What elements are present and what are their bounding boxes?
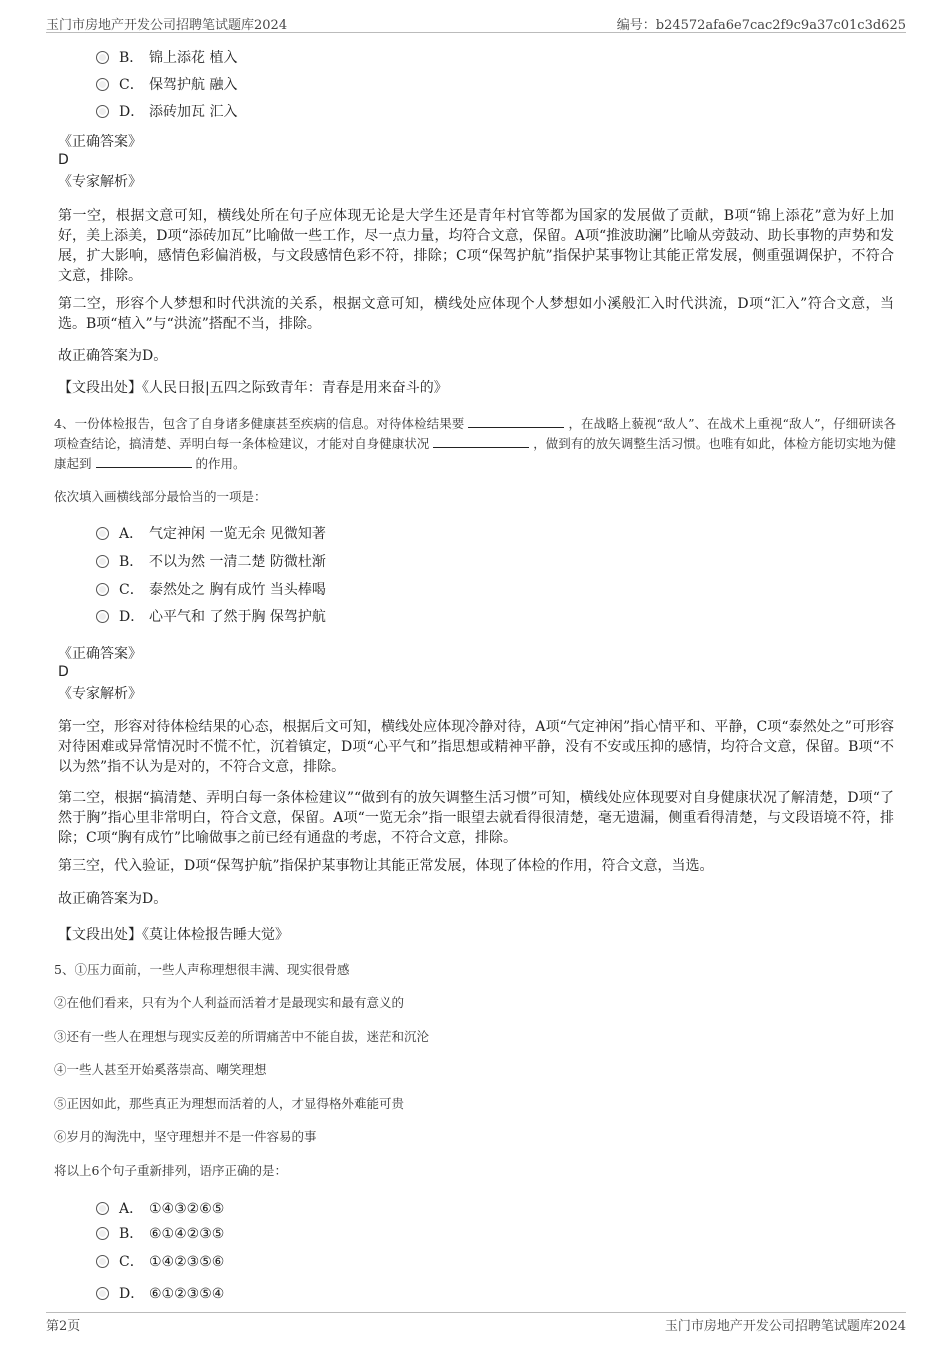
q4-source: 【文段出处】《莫让体检报告睡大觉》 bbox=[58, 927, 289, 943]
q3-analysis-p3: 故正确答案为D。 bbox=[58, 348, 168, 364]
radio-icon[interactable] bbox=[96, 51, 109, 64]
q4-analysis-p1: 第一空，形容对待体检结果的心态，根据后文可知，横线处应体现冷静对待，A项“气定神闲”指心情平和、平静，C项“泰然处之”可形容对待困难或异常情况时不慌不忙，沉着镇定，D项“心平气和”指思想或精神平静，没有不安或压抑的感情，均符合文意，保留。B项“不以为然”指不认为是对的，不符合文意，排除。 bbox=[58, 719, 894, 775]
q4-analysis-p3: 第三空，代入验证，D项“保驾护航”指保护某事物让其能正常发展，体现了体检的作用，符合文意，当选。 bbox=[58, 858, 714, 874]
q4-answer-label: 《正确答案》 bbox=[58, 646, 142, 662]
radio-icon[interactable] bbox=[96, 1287, 109, 1300]
header-title: 玉门市房地产开发公司招聘笔试题库2024 bbox=[46, 18, 288, 33]
radio-icon[interactable] bbox=[96, 555, 109, 568]
radio-icon[interactable] bbox=[96, 527, 109, 540]
blank-1 bbox=[468, 415, 564, 428]
q4-analysis-p2: 第二空，根据“搞清楚、弄明白每一条体检建议”“做到有的放矢调整生活习惯”可知，横线处应体现要对自身健康状况了解清楚，D项“了然于胸”指心里非常明白，符合文意，保留。A项“一览无余”指一眼望去就看得很清楚，毫无遗漏，侧重看得清楚，与文段语境不符，排除；C项“胸有成竹”比喻做事之前已经有通盘的考虑，不符合文意，排除。 bbox=[58, 790, 894, 846]
q5-sentence-2: ②在他们看来，只有为个人利益而活着才是最现实和最有意义的 bbox=[54, 995, 405, 1010]
q4-stem: 4、一份体检报告，包含了自身诸多健康甚至疾病的信息。对待体检结果要 ，在战略上藐视“敌人”、在战术上重视“敌人”，仔细研读各项检查结论，搞清楚、弄明白每一条体检建议，才能对自身健康状况 ，做到有的放矢调整生活习惯。也唯有如此，体检方能切实地为健康起到 的作用。 bbox=[54, 416, 896, 471]
blank-3 bbox=[96, 455, 192, 468]
footer-title: 玉门市房地产开发公司招聘笔试题库2024 bbox=[664, 1319, 906, 1334]
q3-analysis-p2: 第二空，形容个人梦想和时代洪流的关系，根据文意可知，横线处应体现个人梦想如小溪般汇入时代洪流，D项“汇入”符合文意，当选。B项“植入”与“洪流”搭配不当，排除。 bbox=[58, 296, 894, 332]
q5-option-b[interactable]: B． ⑥①④②③⑤ bbox=[96, 1224, 224, 1244]
q4-analysis-label: 《专家解析》 bbox=[58, 686, 142, 702]
q4-instruction: 依次填入画横线部分最恰当的一项是： bbox=[54, 489, 267, 504]
q3-option-c[interactable]: C． 保驾护航 融入 bbox=[96, 75, 237, 95]
blank-2 bbox=[433, 435, 529, 448]
q4-analysis-p4: 故正确答案为D。 bbox=[58, 891, 168, 907]
q5-sentence-6: ⑥岁月的淘洗中，坚守理想并不是一件容易的事 bbox=[54, 1129, 317, 1144]
header-serial: 编号：b24572afa6e7cac2f9c9a37c01c3d625 bbox=[616, 18, 906, 33]
q5-sentence-3: ③还有一些人在理想与现实反差的所谓痛苦中不能自拔，迷茫和沉沦 bbox=[54, 1029, 430, 1044]
q5-sentence-1: 5、①压力面前，一些人声称理想很丰满、现实很骨感 bbox=[54, 962, 350, 977]
q3-option-b[interactable]: B． 锦上添花 植入 bbox=[96, 48, 237, 68]
q5-sentence-5: ⑤正因如此，那些真正为理想而活着的人，才显得格外难能可贵 bbox=[54, 1096, 405, 1111]
radio-icon[interactable] bbox=[96, 583, 109, 596]
radio-icon[interactable] bbox=[96, 610, 109, 623]
radio-icon[interactable] bbox=[96, 105, 109, 118]
radio-icon[interactable] bbox=[96, 1227, 109, 1240]
q3-source: 【文段出处】《人民日报|五四之际致青年：青春是用来奋斗的》 bbox=[58, 380, 448, 396]
page-number: 第2页 bbox=[46, 1319, 81, 1334]
q4-option-d[interactable]: D． 心平气和 了然于胸 保驾护航 bbox=[96, 607, 326, 627]
q3-option-d[interactable]: D． 添砖加瓦 汇入 bbox=[96, 102, 237, 122]
q3-answer-label: 《正确答案》 bbox=[58, 134, 142, 150]
q3-analysis-p1: 第一空，根据文意可知，横线处所在句子应体现无论是大学生还是青年村官等都为国家的发展做了贡献，B项“锦上添花”意为好上加好，美上添美，D项“添砖加瓦”比喻做一些工作，尽一点力量，均符合文意，保留。A项“推波助澜”比喻从旁鼓动、助长事物的声势和发展，扩大影响，感情色彩偏消极，与文段感情色彩不符，排除；C项“保驾护航”指保护某事物让其能正常发展，侧重强调保护，不符合文意，排除。 bbox=[58, 208, 894, 284]
q4-option-a[interactable]: A． 气定神闲 一览无余 见微知著 bbox=[96, 524, 326, 544]
q4-option-c[interactable]: C． 泰然处之 胸有成竹 当头棒喝 bbox=[96, 580, 326, 600]
q5-option-c[interactable]: C． ①④②③⑤⑥ bbox=[96, 1252, 224, 1272]
q5-option-a[interactable]: A． ①④③②⑥⑤ bbox=[96, 1199, 224, 1219]
radio-icon[interactable] bbox=[96, 1255, 109, 1268]
radio-icon[interactable] bbox=[96, 78, 109, 91]
q5-instruction: 将以上6个句子重新排列，语序正确的是： bbox=[54, 1163, 287, 1178]
q4-option-b[interactable]: B． 不以为然 一清二楚 防微杜渐 bbox=[96, 552, 326, 572]
page-header bbox=[46, 12, 906, 33]
q5-option-d[interactable]: D． ⑥①②③⑤④ bbox=[96, 1284, 224, 1304]
q3-answer: D bbox=[58, 152, 69, 168]
q5-sentence-4: ④一些人甚至开始奚落崇高、嘲笑理想 bbox=[54, 1062, 267, 1077]
radio-icon[interactable] bbox=[96, 1202, 109, 1215]
q3-analysis-label: 《专家解析》 bbox=[58, 174, 142, 190]
page-footer bbox=[46, 1312, 906, 1333]
q4-answer: D bbox=[58, 664, 69, 680]
